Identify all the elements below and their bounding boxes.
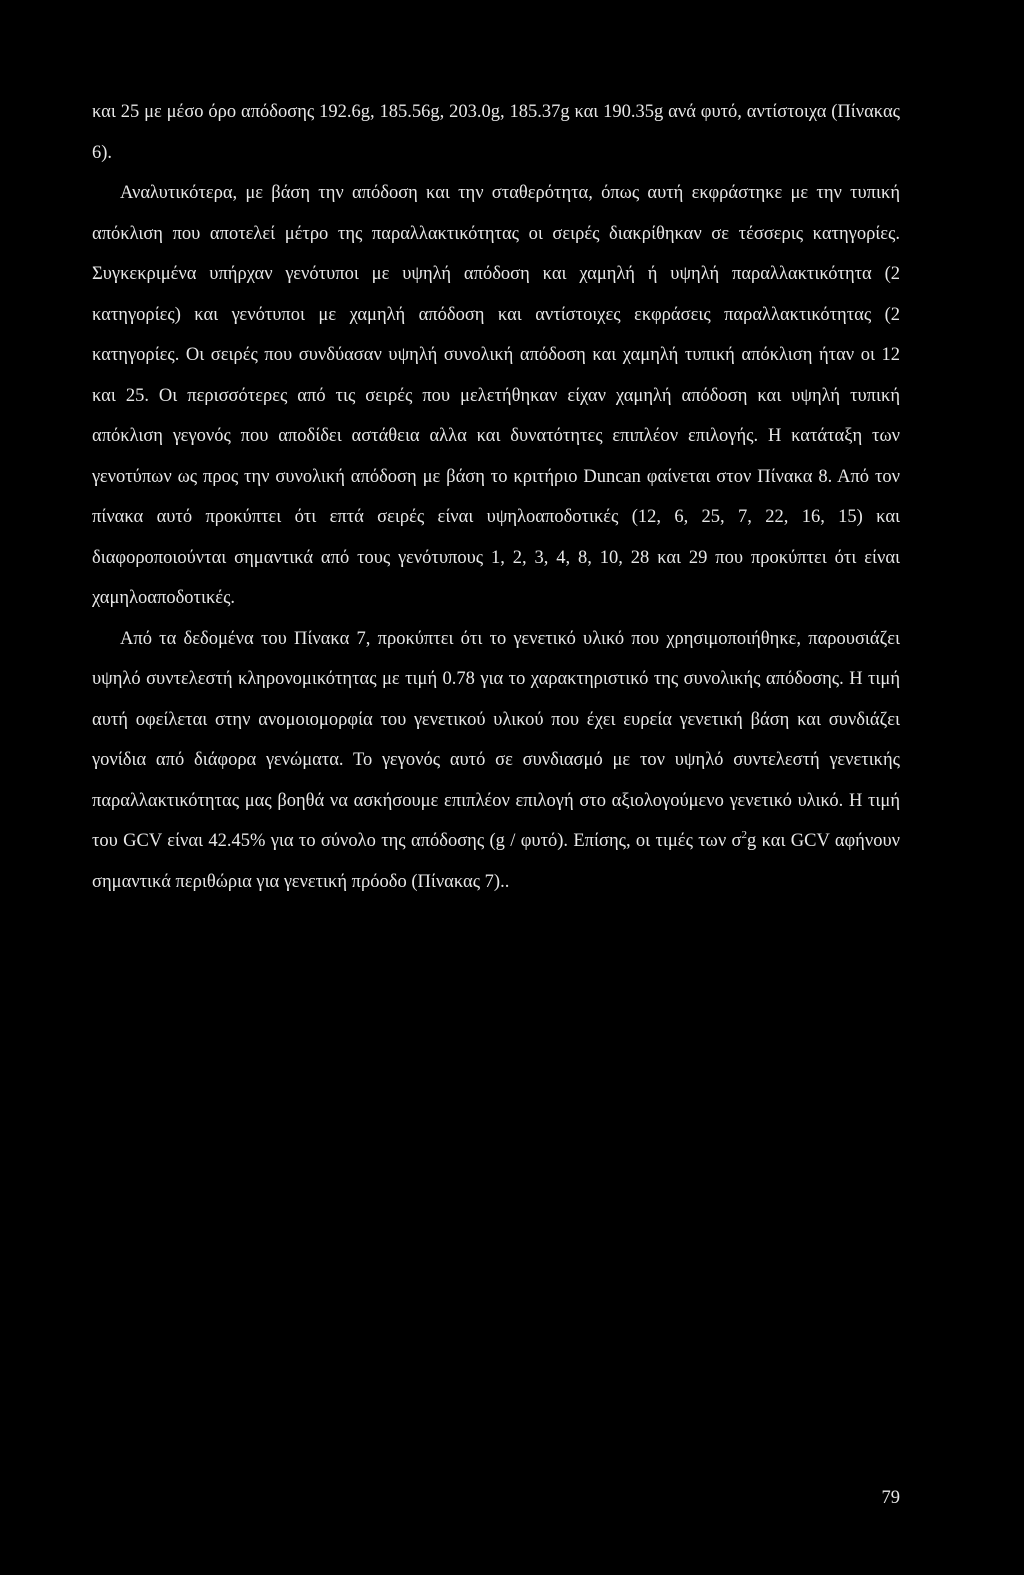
paragraph-heritability <box>92 619 900 903</box>
paragraph-analysis: Αναλυτικότερα, με βάση την απόδοση και την σταθερότητα, όπως αυτή εκφράστηκε με την τυπική απόκλιση που αποτελεί μέτρο της παραλλακτικότητας οι σειρές διακρίθηκαν σε τέσσερις κατηγορίες. Συγκεκριμένα υπήρχαν γενότυποι με υψηλή απόδοση και χαμηλή ή υψηλή παραλλακτικότητα (2 κατηγορίες) και γενότυποι με χαμηλή απόδοση και αντίστοιχες εκφράσεις παραλλακτικότητας (2 κατηγορίες. Οι σειρές που συνδύασαν υψηλή συνολική απόδοση και χαμηλή τυπική απόκλιση ήταν οι 12 και 25. Οι περισσότερες από τις σειρές που μελετήθηκαν είχαν χαμηλή απόδοση και υψηλή τυπική απόκλιση γεγονός που αποδίδει αστάθεια αλλα και δυνατότητες επιπλέον επιλογής. Η κατάταξη των γενοτύπων ως προς την συνολική απόδοση με βάση το κριτήριο Duncan φαίνεται στον Πίνακα 8. Από τον πίνακα αυτό προκύπτει ότι επτά σειρές είναι υψηλοαποδοτικές (12, 6, 25, 7, 22, 16, 15) και διαφοροποιούνται σημαντικά από τους γενότυπους 1, 2, 3, 4, 8, 10, 28 και 29 που προκύπτει ότι είναι χαμηλοαποδοτικές. <box>92 183 900 608</box>
superscript-exponent: 2 <box>741 828 748 841</box>
paragraph-continuation: και 25 με μέσο όρο απόδοσης 192.6g, 185.56g, 203.0g, 185.37g και 190.35g ανά φυτό, αντίστοιχα (Πίνακας 6). <box>92 102 900 163</box>
paragraph-heritability-text-end: g και GCV αφήνουν σημαντικά περιθώρια για γενετική πρόοδο (Πίνακας 7).. <box>92 831 900 892</box>
page-number: 79 <box>881 1488 900 1508</box>
document-body <box>92 92 900 902</box>
paragraph-heritability-text: Από τα δεδομένα του Πίνακα 7, προκύπτει ότι το γενετικό υλικό που χρησιμοποιήθηκε, παρουσιάζει υψηλό συντελεστή κληρονομικότητας με τιμή 0.78 για το χαρακτηριστικό της συνολικής απόδοσης. Η τιμή αυτή οφείλεται στην ανομοιομορφία του γενετικού υλικού που έχει ευρεία γενετική βάση και συνδιάζει γονίδια από διάφορα γενώματα. Το γεγονός αυτό σε συνδιασμό με τον υψηλό συντελεστή γενετικής παραλλακτικότητας μας βοηθά να ασκήσουμε επιπλέον επιλογή στο αξιολογούμενο γενετικό υλικό. Η τιμή του GCV είναι 42.45% για το σύνολο της απόδοσης (g / φυτό). Επίσης, οι τιμές των σ <box>92 628 900 851</box>
